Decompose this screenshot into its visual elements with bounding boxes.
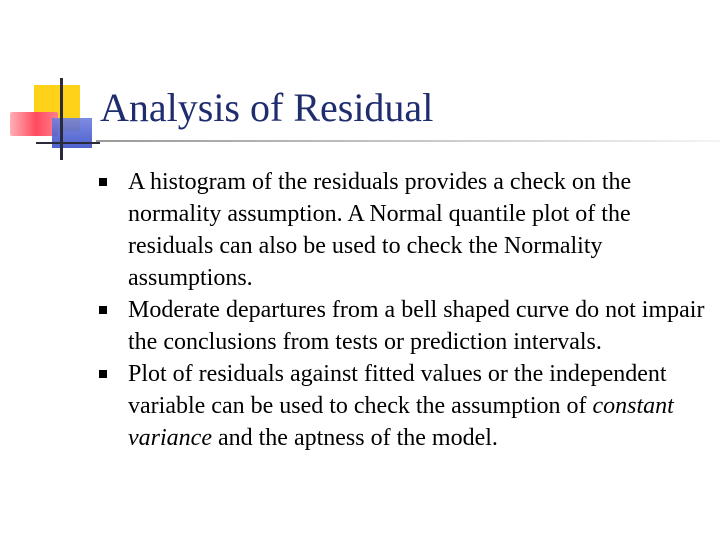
square-bullet-icon	[99, 306, 107, 314]
bullet-item	[96, 294, 706, 358]
bullet-text-italic: constant variance	[128, 393, 674, 451]
bullet-text: Moderate departures from a bell shaped curve do not impair the conclusions from tests or prediction intervals.	[128, 297, 705, 355]
logo-vertical-line	[60, 78, 63, 160]
title-divider	[96, 140, 720, 142]
bullet-text-before: Plot of residuals against fitted values or the independent variable can be used to check the assumption of	[128, 361, 667, 419]
bullet-item	[96, 166, 706, 294]
bullet-text: A histogram of the residuals provides a check on the normality assumption. A Normal quantile plot of the residuals can also be used to check the Normality assumptions.	[128, 169, 632, 291]
bullet-list	[96, 166, 706, 454]
logo-horizontal-line	[36, 142, 100, 144]
colored-squares-logo-icon	[0, 0, 110, 170]
square-bullet-icon	[99, 178, 107, 186]
bullet-item	[96, 358, 706, 454]
slide-title: Analysis of Residual	[100, 85, 434, 130]
square-bullet-icon	[99, 370, 107, 378]
bullet-text-after: and the aptness of the model.	[211, 425, 498, 451]
logo-red-bar	[10, 112, 58, 136]
